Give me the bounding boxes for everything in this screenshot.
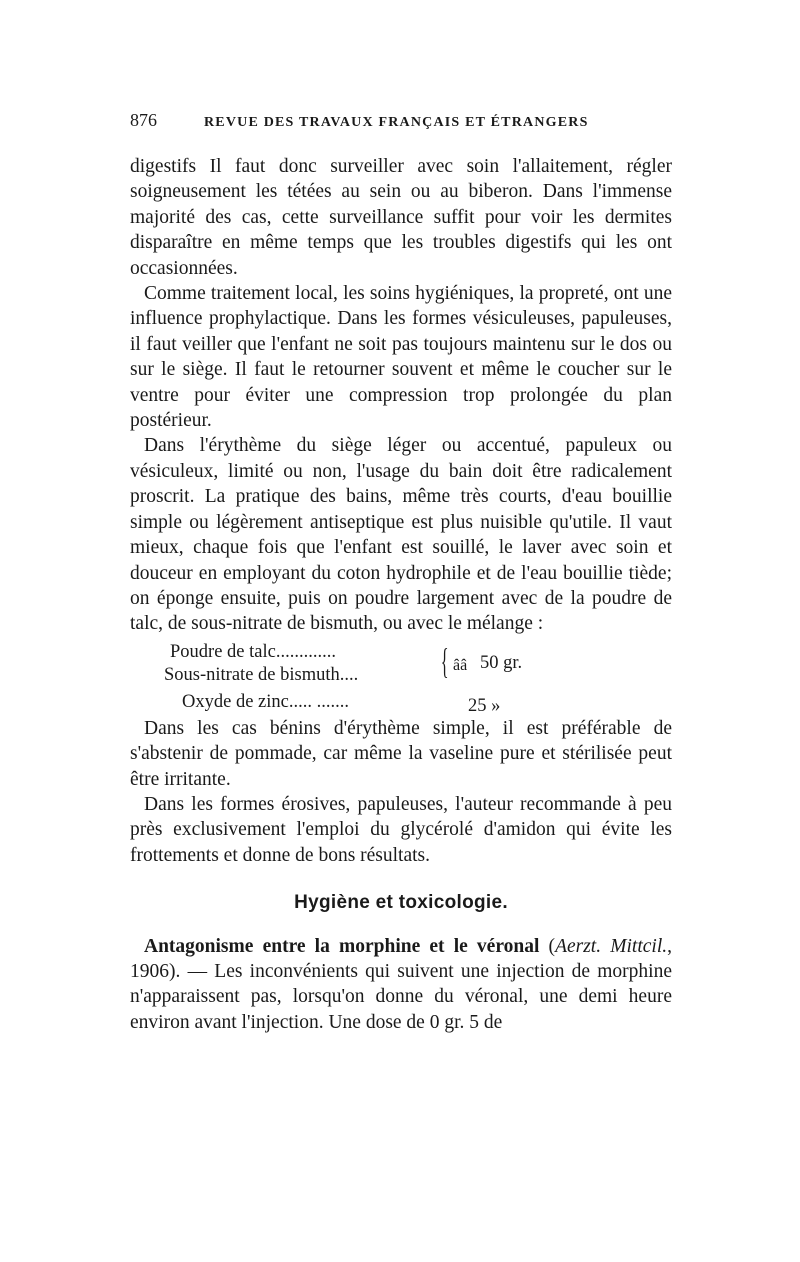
article-journal: Aerzt. Mittcil. [555,935,668,957]
article-ref-open: ( [539,935,556,957]
formula-quantity-2: 25 » [468,695,501,716]
formula-quantity-1: 50 gr. [480,652,523,673]
formula-line-bismuth: Sous-nitrate de bismuth.... [164,664,359,685]
paragraph-2: Comme traitement local, les soins hygiéniques, la propreté, ont une influence prophylactique. Dans les formes vésiculeuses, papuleuses, il faut veiller que l'enfant ne soit pas toujours maintenu sur le dos ou sur le siège. Il faut le retourner souvent et même le coucher sur le ventre pour éviter une compression trop prolongée du plan postérieur. [130,283,672,432]
paragraph-5: Dans les formes érosives, papuleuses, l'auteur recommande à peu près exclusivement l'emploi du glycérolé d'amidon qui évite les frottements et donne de bons résultats. [130,793,672,866]
formula-line-talc: Poudre de talc............. [170,641,336,662]
running-header [130,110,672,136]
formula-aa: ââ [453,656,468,674]
paragraph-3: Dans l'érythème du siège léger ou accentué, papuleux ou vésiculeux, limité ou non, l'usage du bain doit être radicalement proscrit. La pratique des bains, même très courts, d'eau bouillie simple ou légèrement antiseptique est plus nuisible qu'utile. Il vaut mieux, chaque fois que l'enfant est souillé, le laver avec soin et douceur en employant du coton hydrophile et de l'eau bouillie tiède; on éponge ensuite, puis on poudre largement avec de la poudre de talc, de sous-nitrate de bismuth, ou avec le mélange : [130,435,672,635]
page-number: 876 [130,110,157,130]
article-text: — Les inconvénients qui suivent une injection de morphine n'apparaissent pas, lorsqu'on donne du véronal, une demi heure environ avant l'injection. Une dose de 0 gr. 5 de [130,960,672,1033]
formula-block [130,640,672,716]
running-title: REVUE DES TRAVAUX FRANÇAIS ET ÉTRANGERS [204,115,589,130]
body-text [130,154,672,1035]
article-paragraph [130,934,672,1036]
paragraph-4: Dans les cas bénins d'érythème simple, il est préférable de s'abstenir de pommade, car même la vaseline pure et stérilisée peut être irritante. [130,717,672,790]
paragraph-1: digestifs Il faut donc surveiller avec soin l'allaitement, régler soigneusement les tétées au sein ou au biberon. Dans l'immense majorité des cas, cette surveillance suffit pour voir les dermites disparaître en même temps que les troubles digestifs qui les ont occasionnées. [130,156,672,279]
section-title: Hygiène et toxicologie. [294,892,508,914]
brace-icon: { [440,640,449,681]
article-year: , 1906). [130,935,672,982]
formula-line-zinc: Oxyde de zinc..... ....... [182,691,349,712]
page [130,110,672,1035]
article-title: Antagonisme entre la morphine et le véronal [144,935,540,957]
